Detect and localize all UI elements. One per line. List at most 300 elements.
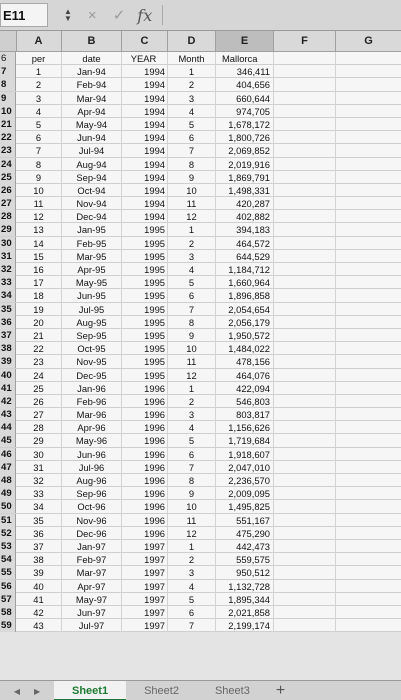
row-number[interactable]: 43 — [0, 408, 16, 421]
empty-cell[interactable] — [274, 144, 336, 157]
row-number[interactable]: 45 — [0, 434, 16, 447]
cell-mallorca[interactable]: 464,076 — [216, 369, 274, 382]
empty-cell[interactable] — [274, 448, 336, 461]
row-number[interactable]: 56 — [0, 580, 16, 593]
cell-month[interactable]: 1 — [168, 223, 216, 236]
empty-cell[interactable] — [336, 395, 401, 408]
cell-mallorca[interactable]: 803,817 — [216, 408, 274, 421]
empty-cell[interactable] — [336, 606, 401, 619]
cell-month[interactable]: 10 — [168, 184, 216, 197]
empty-cell[interactable] — [336, 421, 401, 434]
header-cell-per[interactable]: per — [16, 52, 62, 65]
row-number[interactable]: 53 — [0, 540, 16, 553]
cell-mallorca[interactable]: 644,529 — [216, 250, 274, 263]
empty-cell[interactable] — [336, 369, 401, 382]
empty-cell[interactable] — [336, 527, 401, 540]
empty-cell[interactable] — [274, 223, 336, 236]
cell-month[interactable]: 2 — [168, 237, 216, 250]
stepper-down-icon[interactable]: ▼ — [64, 14, 72, 23]
cell-mallorca[interactable]: 2,009,095 — [216, 487, 274, 500]
column-header-e[interactable]: E — [216, 31, 274, 51]
cell-month[interactable]: 12 — [168, 210, 216, 223]
empty-cell[interactable] — [274, 342, 336, 355]
empty-cell[interactable] — [336, 289, 401, 302]
row-number[interactable]: 47 — [0, 461, 16, 474]
cell-year[interactable]: 1994 — [122, 105, 168, 118]
empty-cell[interactable] — [274, 593, 336, 606]
empty-cell[interactable] — [274, 184, 336, 197]
cell-mallorca[interactable]: 974,705 — [216, 105, 274, 118]
empty-cell[interactable] — [274, 237, 336, 250]
row-number[interactable]: 22 — [0, 131, 16, 144]
cell-per[interactable]: 29 — [16, 434, 62, 447]
empty-cell[interactable] — [274, 250, 336, 263]
cell-year[interactable]: 1994 — [122, 144, 168, 157]
empty-cell[interactable] — [336, 316, 401, 329]
empty-cell[interactable] — [336, 250, 401, 263]
stepper-up-icon[interactable]: ▲ — [64, 7, 72, 16]
cell-month[interactable]: 4 — [168, 263, 216, 276]
cell-month[interactable]: 1 — [168, 540, 216, 553]
cell-per[interactable]: 27 — [16, 408, 62, 421]
cell-mallorca[interactable]: 546,803 — [216, 395, 274, 408]
cell-mallorca[interactable]: 478,156 — [216, 355, 274, 368]
row-number[interactable]: 33 — [0, 276, 16, 289]
header-cell-year[interactable]: YEAR — [122, 52, 168, 65]
cell-year[interactable]: 1997 — [122, 619, 168, 632]
empty-cell[interactable] — [274, 382, 336, 395]
empty-cell[interactable] — [274, 474, 336, 487]
select-all-corner[interactable] — [0, 31, 17, 51]
cell-month[interactable]: 10 — [168, 342, 216, 355]
empty-cell[interactable] — [274, 263, 336, 276]
cell-mallorca[interactable]: 2,069,852 — [216, 144, 274, 157]
cell-mallorca[interactable]: 442,473 — [216, 540, 274, 553]
cell-year[interactable]: 1996 — [122, 527, 168, 540]
prev-sheet-icon[interactable]: ◀ — [13, 686, 20, 696]
cell-per[interactable]: 9 — [16, 171, 62, 184]
empty-cell[interactable] — [336, 566, 401, 579]
cell-per[interactable]: 10 — [16, 184, 62, 197]
cell-per[interactable]: 30 — [16, 448, 62, 461]
row-number[interactable]: 10 — [0, 105, 16, 118]
cell-mallorca[interactable]: 402,882 — [216, 210, 274, 223]
cell-date[interactable]: Sep-95 — [62, 329, 122, 342]
cell-per[interactable]: 41 — [16, 593, 62, 606]
row-number[interactable]: 48 — [0, 474, 16, 487]
cell-date[interactable]: Jul-95 — [62, 303, 122, 316]
cell-year[interactable]: 1994 — [122, 184, 168, 197]
cell-month[interactable]: 2 — [168, 395, 216, 408]
cell-year[interactable]: 1997 — [122, 580, 168, 593]
cell-date[interactable]: Apr-94 — [62, 105, 122, 118]
cell-per[interactable]: 33 — [16, 487, 62, 500]
cell-per[interactable]: 32 — [16, 474, 62, 487]
cell-year[interactable]: 1995 — [122, 289, 168, 302]
cell-month[interactable]: 6 — [168, 131, 216, 144]
cell-year[interactable]: 1994 — [122, 131, 168, 144]
cell-date[interactable]: Feb-95 — [62, 237, 122, 250]
row-number[interactable]: 39 — [0, 355, 16, 368]
empty-cell[interactable] — [336, 92, 401, 105]
cell-year[interactable]: 1996 — [122, 461, 168, 474]
empty-cell[interactable] — [274, 619, 336, 632]
cell-date[interactable]: Jun-94 — [62, 131, 122, 144]
cell-month[interactable]: 5 — [168, 593, 216, 606]
cell-year[interactable]: 1994 — [122, 158, 168, 171]
row-number[interactable]: 30 — [0, 237, 16, 250]
empty-cell[interactable] — [336, 382, 401, 395]
cell-date[interactable]: Jul-97 — [62, 619, 122, 632]
cell-year[interactable]: 1996 — [122, 487, 168, 500]
empty-cell[interactable] — [336, 540, 401, 553]
cell-date[interactable]: Apr-96 — [62, 421, 122, 434]
cell-per[interactable]: 6 — [16, 131, 62, 144]
cell-per[interactable]: 43 — [16, 619, 62, 632]
cell-per[interactable]: 22 — [16, 342, 62, 355]
row-number[interactable]: 49 — [0, 487, 16, 500]
row-number[interactable]: 26 — [0, 184, 16, 197]
cell-year[interactable]: 1995 — [122, 316, 168, 329]
cell-year[interactable]: 1996 — [122, 434, 168, 447]
row-number[interactable]: 42 — [0, 395, 16, 408]
cell-year[interactable]: 1997 — [122, 593, 168, 606]
cell-month[interactable]: 1 — [168, 65, 216, 78]
cell-month[interactable]: 6 — [168, 289, 216, 302]
cell-month[interactable]: 7 — [168, 144, 216, 157]
row-number[interactable]: 6 — [0, 52, 16, 65]
cell-date[interactable]: Mar-95 — [62, 250, 122, 263]
cell-date[interactable]: Dec-96 — [62, 527, 122, 540]
cell-date[interactable]: Oct-96 — [62, 500, 122, 513]
row-number[interactable]: 8 — [0, 78, 16, 91]
cell-mallorca[interactable]: 394,183 — [216, 223, 274, 236]
cell-date[interactable]: Mar-97 — [62, 566, 122, 579]
cell-mallorca[interactable]: 1,719,684 — [216, 434, 274, 447]
next-sheet-icon[interactable]: ▶ — [34, 686, 41, 696]
cell-month[interactable]: 9 — [168, 171, 216, 184]
cell-month[interactable]: 3 — [168, 566, 216, 579]
empty-cell[interactable] — [274, 434, 336, 447]
empty-cell[interactable] — [274, 210, 336, 223]
cell-mallorca[interactable]: 404,656 — [216, 78, 274, 91]
cell-month[interactable]: 7 — [168, 303, 216, 316]
cell-per[interactable]: 13 — [16, 223, 62, 236]
cell-per[interactable]: 23 — [16, 355, 62, 368]
column-header-a[interactable]: A — [16, 31, 62, 51]
row-number[interactable]: 52 — [0, 527, 16, 540]
empty-cell[interactable] — [336, 237, 401, 250]
cell-year[interactable]: 1996 — [122, 514, 168, 527]
empty-cell[interactable] — [274, 461, 336, 474]
row-number[interactable]: 41 — [0, 382, 16, 395]
cell-year[interactable]: 1994 — [122, 210, 168, 223]
cell-mallorca[interactable]: 1,184,712 — [216, 263, 274, 276]
cell-mallorca[interactable]: 1,660,964 — [216, 276, 274, 289]
cell-month[interactable]: 3 — [168, 250, 216, 263]
name-box[interactable]: E11 — [0, 3, 48, 27]
cell-year[interactable]: 1996 — [122, 421, 168, 434]
empty-cell[interactable] — [336, 118, 401, 131]
empty-cell[interactable] — [336, 131, 401, 144]
empty-cell[interactable] — [274, 171, 336, 184]
empty-cell[interactable] — [274, 369, 336, 382]
cell-year[interactable]: 1995 — [122, 263, 168, 276]
cell-mallorca[interactable]: 2,019,916 — [216, 158, 274, 171]
row-number[interactable]: 57 — [0, 593, 16, 606]
empty-cell[interactable] — [274, 78, 336, 91]
cell-date[interactable]: Apr-95 — [62, 263, 122, 276]
cell-per[interactable]: 37 — [16, 540, 62, 553]
cell-mallorca[interactable]: 2,056,179 — [216, 316, 274, 329]
row-number[interactable]: 59 — [0, 619, 16, 632]
empty-cell[interactable] — [274, 500, 336, 513]
empty-cell[interactable] — [336, 580, 401, 593]
cell-year[interactable]: 1997 — [122, 540, 168, 553]
cell-date[interactable]: Feb-94 — [62, 78, 122, 91]
empty-cell[interactable] — [336, 355, 401, 368]
empty-cell[interactable] — [274, 289, 336, 302]
empty-cell[interactable] — [336, 184, 401, 197]
cell-per[interactable]: 19 — [16, 303, 62, 316]
row-number[interactable]: 50 — [0, 500, 16, 513]
cell-month[interactable]: 5 — [168, 276, 216, 289]
cell-month[interactable]: 2 — [168, 553, 216, 566]
cell-per[interactable]: 1 — [16, 65, 62, 78]
cell-month[interactable]: 11 — [168, 355, 216, 368]
cell-mallorca[interactable]: 346,411 — [216, 65, 274, 78]
cell-year[interactable]: 1994 — [122, 78, 168, 91]
empty-cell[interactable] — [336, 303, 401, 316]
row-number[interactable]: 38 — [0, 342, 16, 355]
cell-year[interactable]: 1995 — [122, 223, 168, 236]
cell-year[interactable]: 1996 — [122, 474, 168, 487]
cell-year[interactable]: 1994 — [122, 118, 168, 131]
cell-date[interactable]: Mar-96 — [62, 408, 122, 421]
cell-date[interactable]: Feb-97 — [62, 553, 122, 566]
cell-month[interactable]: 2 — [168, 78, 216, 91]
cell-mallorca[interactable]: 464,572 — [216, 237, 274, 250]
cell-month[interactable]: 7 — [168, 461, 216, 474]
cell-mallorca[interactable]: 559,575 — [216, 553, 274, 566]
cell-year[interactable]: 1995 — [122, 250, 168, 263]
cell-per[interactable]: 24 — [16, 369, 62, 382]
cell-mallorca[interactable]: 2,199,174 — [216, 619, 274, 632]
cell-mallorca[interactable]: 420,287 — [216, 197, 274, 210]
empty-cell[interactable] — [336, 223, 401, 236]
empty-cell[interactable] — [274, 421, 336, 434]
empty-cell[interactable] — [336, 553, 401, 566]
cell-per[interactable]: 15 — [16, 250, 62, 263]
empty-cell[interactable] — [274, 553, 336, 566]
cell-per[interactable]: 21 — [16, 329, 62, 342]
empty-cell[interactable] — [336, 461, 401, 474]
empty-cell[interactable] — [336, 329, 401, 342]
cell-date[interactable]: Nov-95 — [62, 355, 122, 368]
cell-year[interactable]: 1996 — [122, 395, 168, 408]
cell-mallorca[interactable]: 1,498,331 — [216, 184, 274, 197]
cell-month[interactable]: 12 — [168, 369, 216, 382]
cell-per[interactable]: 11 — [16, 197, 62, 210]
cell-date[interactable]: Jul-94 — [62, 144, 122, 157]
cell-per[interactable]: 3 — [16, 92, 62, 105]
empty-cell[interactable] — [336, 593, 401, 606]
cell-per[interactable]: 18 — [16, 289, 62, 302]
empty-cell[interactable] — [336, 487, 401, 500]
empty-cell[interactable] — [336, 52, 401, 65]
row-number[interactable]: 51 — [0, 514, 16, 527]
row-number[interactable]: 54 — [0, 553, 16, 566]
empty-cell[interactable] — [336, 210, 401, 223]
empty-cell[interactable] — [336, 408, 401, 421]
cell-date[interactable]: Mar-94 — [62, 92, 122, 105]
row-number[interactable]: 24 — [0, 158, 16, 171]
cell-month[interactable]: 5 — [168, 434, 216, 447]
cell-mallorca[interactable]: 1,869,791 — [216, 171, 274, 184]
cell-month[interactable]: 8 — [168, 158, 216, 171]
cell-per[interactable]: 28 — [16, 421, 62, 434]
cell-per[interactable]: 36 — [16, 527, 62, 540]
cell-mallorca[interactable]: 551,167 — [216, 514, 274, 527]
cell-date[interactable]: Nov-94 — [62, 197, 122, 210]
cell-per[interactable]: 16 — [16, 263, 62, 276]
cell-year[interactable]: 1995 — [122, 276, 168, 289]
row-number[interactable]: 9 — [0, 92, 16, 105]
cell-per[interactable]: 34 — [16, 500, 62, 513]
row-number[interactable]: 29 — [0, 223, 16, 236]
cell-year[interactable]: 1996 — [122, 408, 168, 421]
cell-date[interactable]: Apr-97 — [62, 580, 122, 593]
cell-mallorca[interactable]: 2,236,570 — [216, 474, 274, 487]
cell-per[interactable]: 5 — [16, 118, 62, 131]
empty-cell[interactable] — [274, 65, 336, 78]
column-header-d[interactable]: D — [168, 31, 216, 51]
cell-mallorca[interactable]: 660,644 — [216, 92, 274, 105]
cell-year[interactable]: 1996 — [122, 448, 168, 461]
cell-month[interactable]: 4 — [168, 580, 216, 593]
cell-date[interactable]: Jan-95 — [62, 223, 122, 236]
cell-date[interactable]: Feb-96 — [62, 395, 122, 408]
row-number[interactable]: 27 — [0, 197, 16, 210]
cell-date[interactable]: Jan-96 — [62, 382, 122, 395]
empty-cell[interactable] — [274, 158, 336, 171]
empty-cell[interactable] — [336, 78, 401, 91]
empty-cell[interactable] — [274, 606, 336, 619]
cell-mallorca[interactable]: 950,512 — [216, 566, 274, 579]
row-number[interactable]: 44 — [0, 421, 16, 434]
cell-per[interactable]: 7 — [16, 144, 62, 157]
row-number[interactable]: 46 — [0, 448, 16, 461]
cell-mallorca[interactable]: 475,290 — [216, 527, 274, 540]
cell-year[interactable]: 1994 — [122, 65, 168, 78]
row-number[interactable]: 58 — [0, 606, 16, 619]
empty-cell[interactable] — [274, 487, 336, 500]
cell-date[interactable]: Jun-97 — [62, 606, 122, 619]
cell-date[interactable]: May-95 — [62, 276, 122, 289]
cell-month[interactable]: 3 — [168, 408, 216, 421]
empty-cell[interactable] — [336, 263, 401, 276]
empty-cell[interactable] — [274, 395, 336, 408]
empty-cell[interactable] — [274, 197, 336, 210]
header-cell-date[interactable]: date — [62, 52, 122, 65]
row-number[interactable]: 55 — [0, 566, 16, 579]
cell-month[interactable]: 8 — [168, 316, 216, 329]
cell-year[interactable]: 1995 — [122, 355, 168, 368]
cell-date[interactable]: Jul-96 — [62, 461, 122, 474]
cell-mallorca[interactable]: 2,021,858 — [216, 606, 274, 619]
cell-date[interactable]: Jan-94 — [62, 65, 122, 78]
empty-cell[interactable] — [336, 619, 401, 632]
empty-cell[interactable] — [274, 540, 336, 553]
cell-month[interactable]: 4 — [168, 421, 216, 434]
empty-cell[interactable] — [274, 408, 336, 421]
cell-month[interactable]: 9 — [168, 329, 216, 342]
cell-date[interactable]: Aug-94 — [62, 158, 122, 171]
row-number[interactable]: 40 — [0, 369, 16, 382]
header-cell-month[interactable]: Month — [168, 52, 216, 65]
cell-mallorca[interactable]: 1,918,607 — [216, 448, 274, 461]
empty-cell[interactable] — [336, 474, 401, 487]
cell-year[interactable]: 1995 — [122, 329, 168, 342]
cell-month[interactable]: 1 — [168, 382, 216, 395]
empty-cell[interactable] — [274, 118, 336, 131]
empty-cell[interactable] — [336, 514, 401, 527]
cell-per[interactable]: 38 — [16, 553, 62, 566]
cell-mallorca[interactable]: 2,047,010 — [216, 461, 274, 474]
row-number[interactable]: 37 — [0, 329, 16, 342]
function-icon[interactable]: fx — [137, 5, 153, 25]
cell-month[interactable]: 3 — [168, 92, 216, 105]
cell-per[interactable]: 12 — [16, 210, 62, 223]
cell-per[interactable]: 20 — [16, 316, 62, 329]
cell-year[interactable]: 1994 — [122, 197, 168, 210]
cell-mallorca[interactable]: 2,054,654 — [216, 303, 274, 316]
cell-year[interactable]: 1997 — [122, 553, 168, 566]
cell-mallorca[interactable]: 1,132,728 — [216, 580, 274, 593]
row-number[interactable]: 32 — [0, 263, 16, 276]
cell-per[interactable]: 40 — [16, 580, 62, 593]
cell-year[interactable]: 1995 — [122, 342, 168, 355]
cell-per[interactable]: 25 — [16, 382, 62, 395]
empty-cell[interactable] — [274, 514, 336, 527]
cell-per[interactable]: 4 — [16, 105, 62, 118]
row-number[interactable]: 23 — [0, 144, 16, 157]
cell-month[interactable]: 6 — [168, 448, 216, 461]
cell-date[interactable]: May-97 — [62, 593, 122, 606]
column-header-f[interactable]: F — [274, 31, 336, 51]
confirm-icon[interactable]: ✓ — [112, 7, 126, 24]
empty-cell[interactable] — [274, 276, 336, 289]
cell-date[interactable]: May-94 — [62, 118, 122, 131]
cell-year[interactable]: 1997 — [122, 566, 168, 579]
empty-cell[interactable] — [274, 566, 336, 579]
tab-sheet1[interactable]: Sheet1 — [54, 681, 126, 700]
cell-date[interactable]: Jun-95 — [62, 289, 122, 302]
row-number[interactable]: 36 — [0, 316, 16, 329]
cell-year[interactable]: 1996 — [122, 500, 168, 513]
cell-month[interactable]: 11 — [168, 514, 216, 527]
cell-per[interactable]: 35 — [16, 514, 62, 527]
add-sheet-icon[interactable]: + — [275, 682, 286, 699]
empty-cell[interactable] — [274, 527, 336, 540]
cancel-icon[interactable]: × — [87, 6, 97, 24]
cell-mallorca[interactable]: 1,895,344 — [216, 593, 274, 606]
row-number[interactable]: 21 — [0, 118, 16, 131]
column-header-g[interactable]: G — [364, 35, 373, 47]
cell-date[interactable]: Aug-96 — [62, 474, 122, 487]
cell-mallorca[interactable]: 1,678,172 — [216, 118, 274, 131]
cell-year[interactable]: 1994 — [122, 171, 168, 184]
